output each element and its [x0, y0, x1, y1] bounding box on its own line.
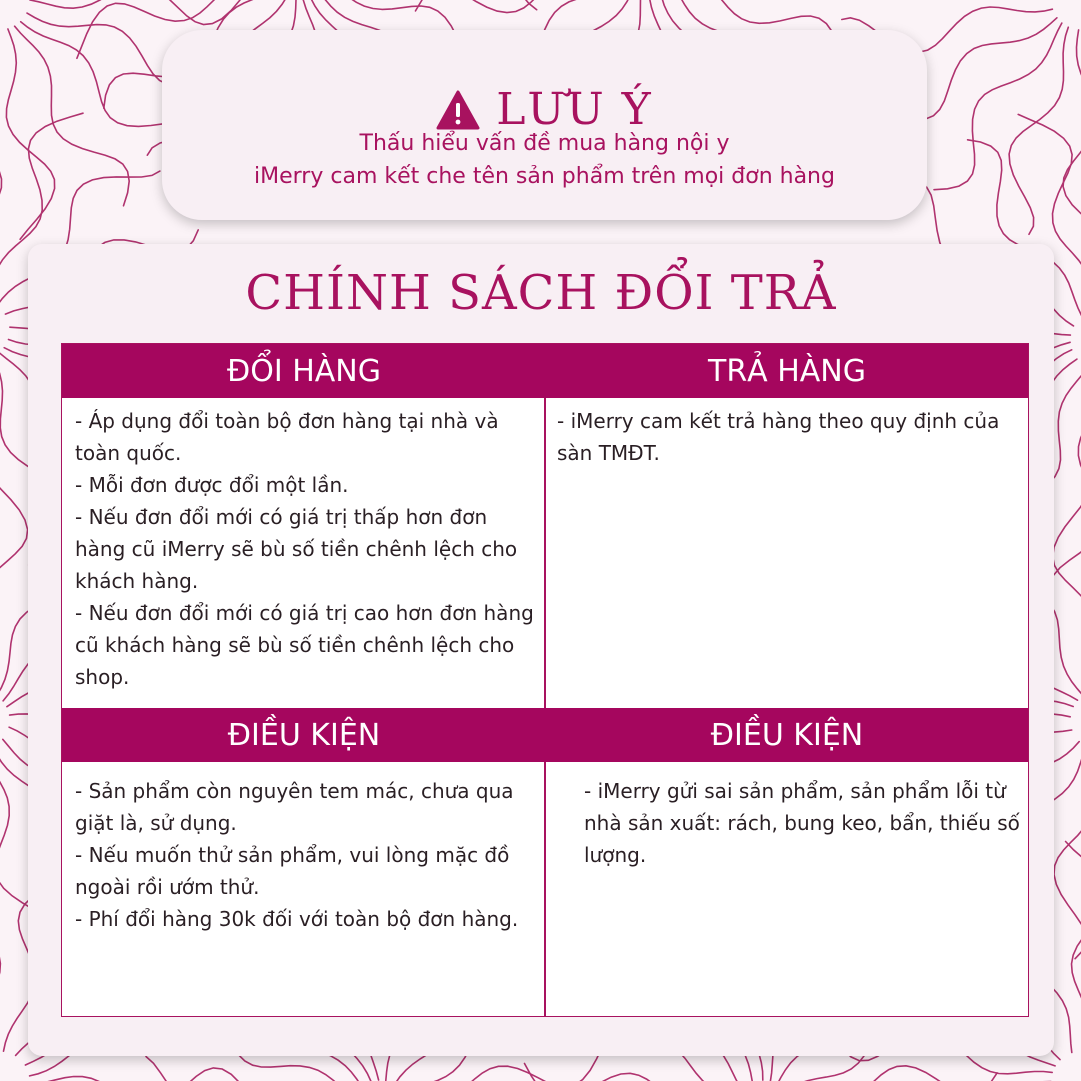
notice-box — [162, 30, 927, 220]
wavy-line — [1053, 480, 1081, 691]
wavy-line — [1066, 842, 1081, 1052]
wavy-line — [6, 29, 54, 239]
wavy-line — [525, 1064, 731, 1081]
exchange-conditions-header: ĐIỀU KIỆN — [62, 708, 546, 762]
notice-line-2: iMerry cam kết che tên sản phẩm trên mọi đơn hàng — [254, 164, 835, 189]
list-item: - Phí đổi hàng 30k đối với toàn bộ đơn hàng. — [75, 907, 519, 931]
wavy-line — [416, 0, 622, 13]
wavy-line — [0, 480, 28, 690]
wavy-line — [0, 90, 2, 300]
column-divider — [544, 398, 546, 708]
list-item: - Áp dụng đổi toàn bộ đơn hàng tại nhà và toàn quốc. — [75, 409, 499, 465]
warning-icon — [436, 90, 480, 130]
wavy-line — [1063, 30, 1081, 238]
wavy-line — [146, 1057, 350, 1081]
notice-line-1: Thấu hiểu vấn đề mua hàng nội y — [359, 131, 730, 156]
exchange-conditions — [75, 775, 540, 935]
return-policy-card — [28, 244, 1054, 1056]
policy-table — [61, 343, 1029, 1017]
column-divider — [544, 762, 546, 1016]
list-item: - Mỗi đơn được đổi một lần. — [75, 473, 349, 497]
notice-heading — [162, 84, 927, 135]
return-conditions-header: ĐIỀU KIỆN — [546, 708, 1028, 762]
list-item: - iMerry cam kết trả hàng theo quy định của sàn TMĐT. — [557, 409, 1000, 465]
list-item: - Nếu đơn đổi mới có giá trị thấp hơn đơn hàng cũ iMerry sẽ bù số tiền chênh lệch cho khách hàng. — [75, 505, 518, 593]
wavy-line — [30, 0, 240, 25]
wavy-line — [30, 1068, 240, 1081]
exchange-header: ĐỔI HÀNG — [62, 344, 546, 398]
policy-title: CHÍNH SÁCH ĐỔI TRẢ — [245, 265, 837, 321]
wavy-line — [1009, 27, 1068, 234]
wavy-line — [934, 23, 1062, 190]
return-conditions — [584, 775, 1024, 871]
list-item: - iMerry gửi sai sản phẩm, sản phẩm lỗi từ nhà sản xuất: rách, bung keo, bẩn, thiếu số lượng. — [584, 779, 1020, 867]
notice-title: LƯU Ý — [496, 84, 653, 135]
exchange-rules — [75, 405, 535, 693]
return-rules — [557, 405, 1022, 469]
list-item: - Sản phẩm còn nguyên tem mác, chưa qua giặt là, sử dụng. — [75, 779, 514, 835]
list-item: - Nếu đơn đổi mới có giá trị cao hơn đơn hàng cũ khách hàng sẽ bù số tiền chênh lệch cho shop. — [75, 601, 534, 689]
list-item: - Nếu muốn thử sản phẩm, vui lòng mặc đồ ngoài rồi ướm thử. — [75, 843, 510, 899]
return-header: TRẢ HÀNG — [546, 344, 1028, 398]
